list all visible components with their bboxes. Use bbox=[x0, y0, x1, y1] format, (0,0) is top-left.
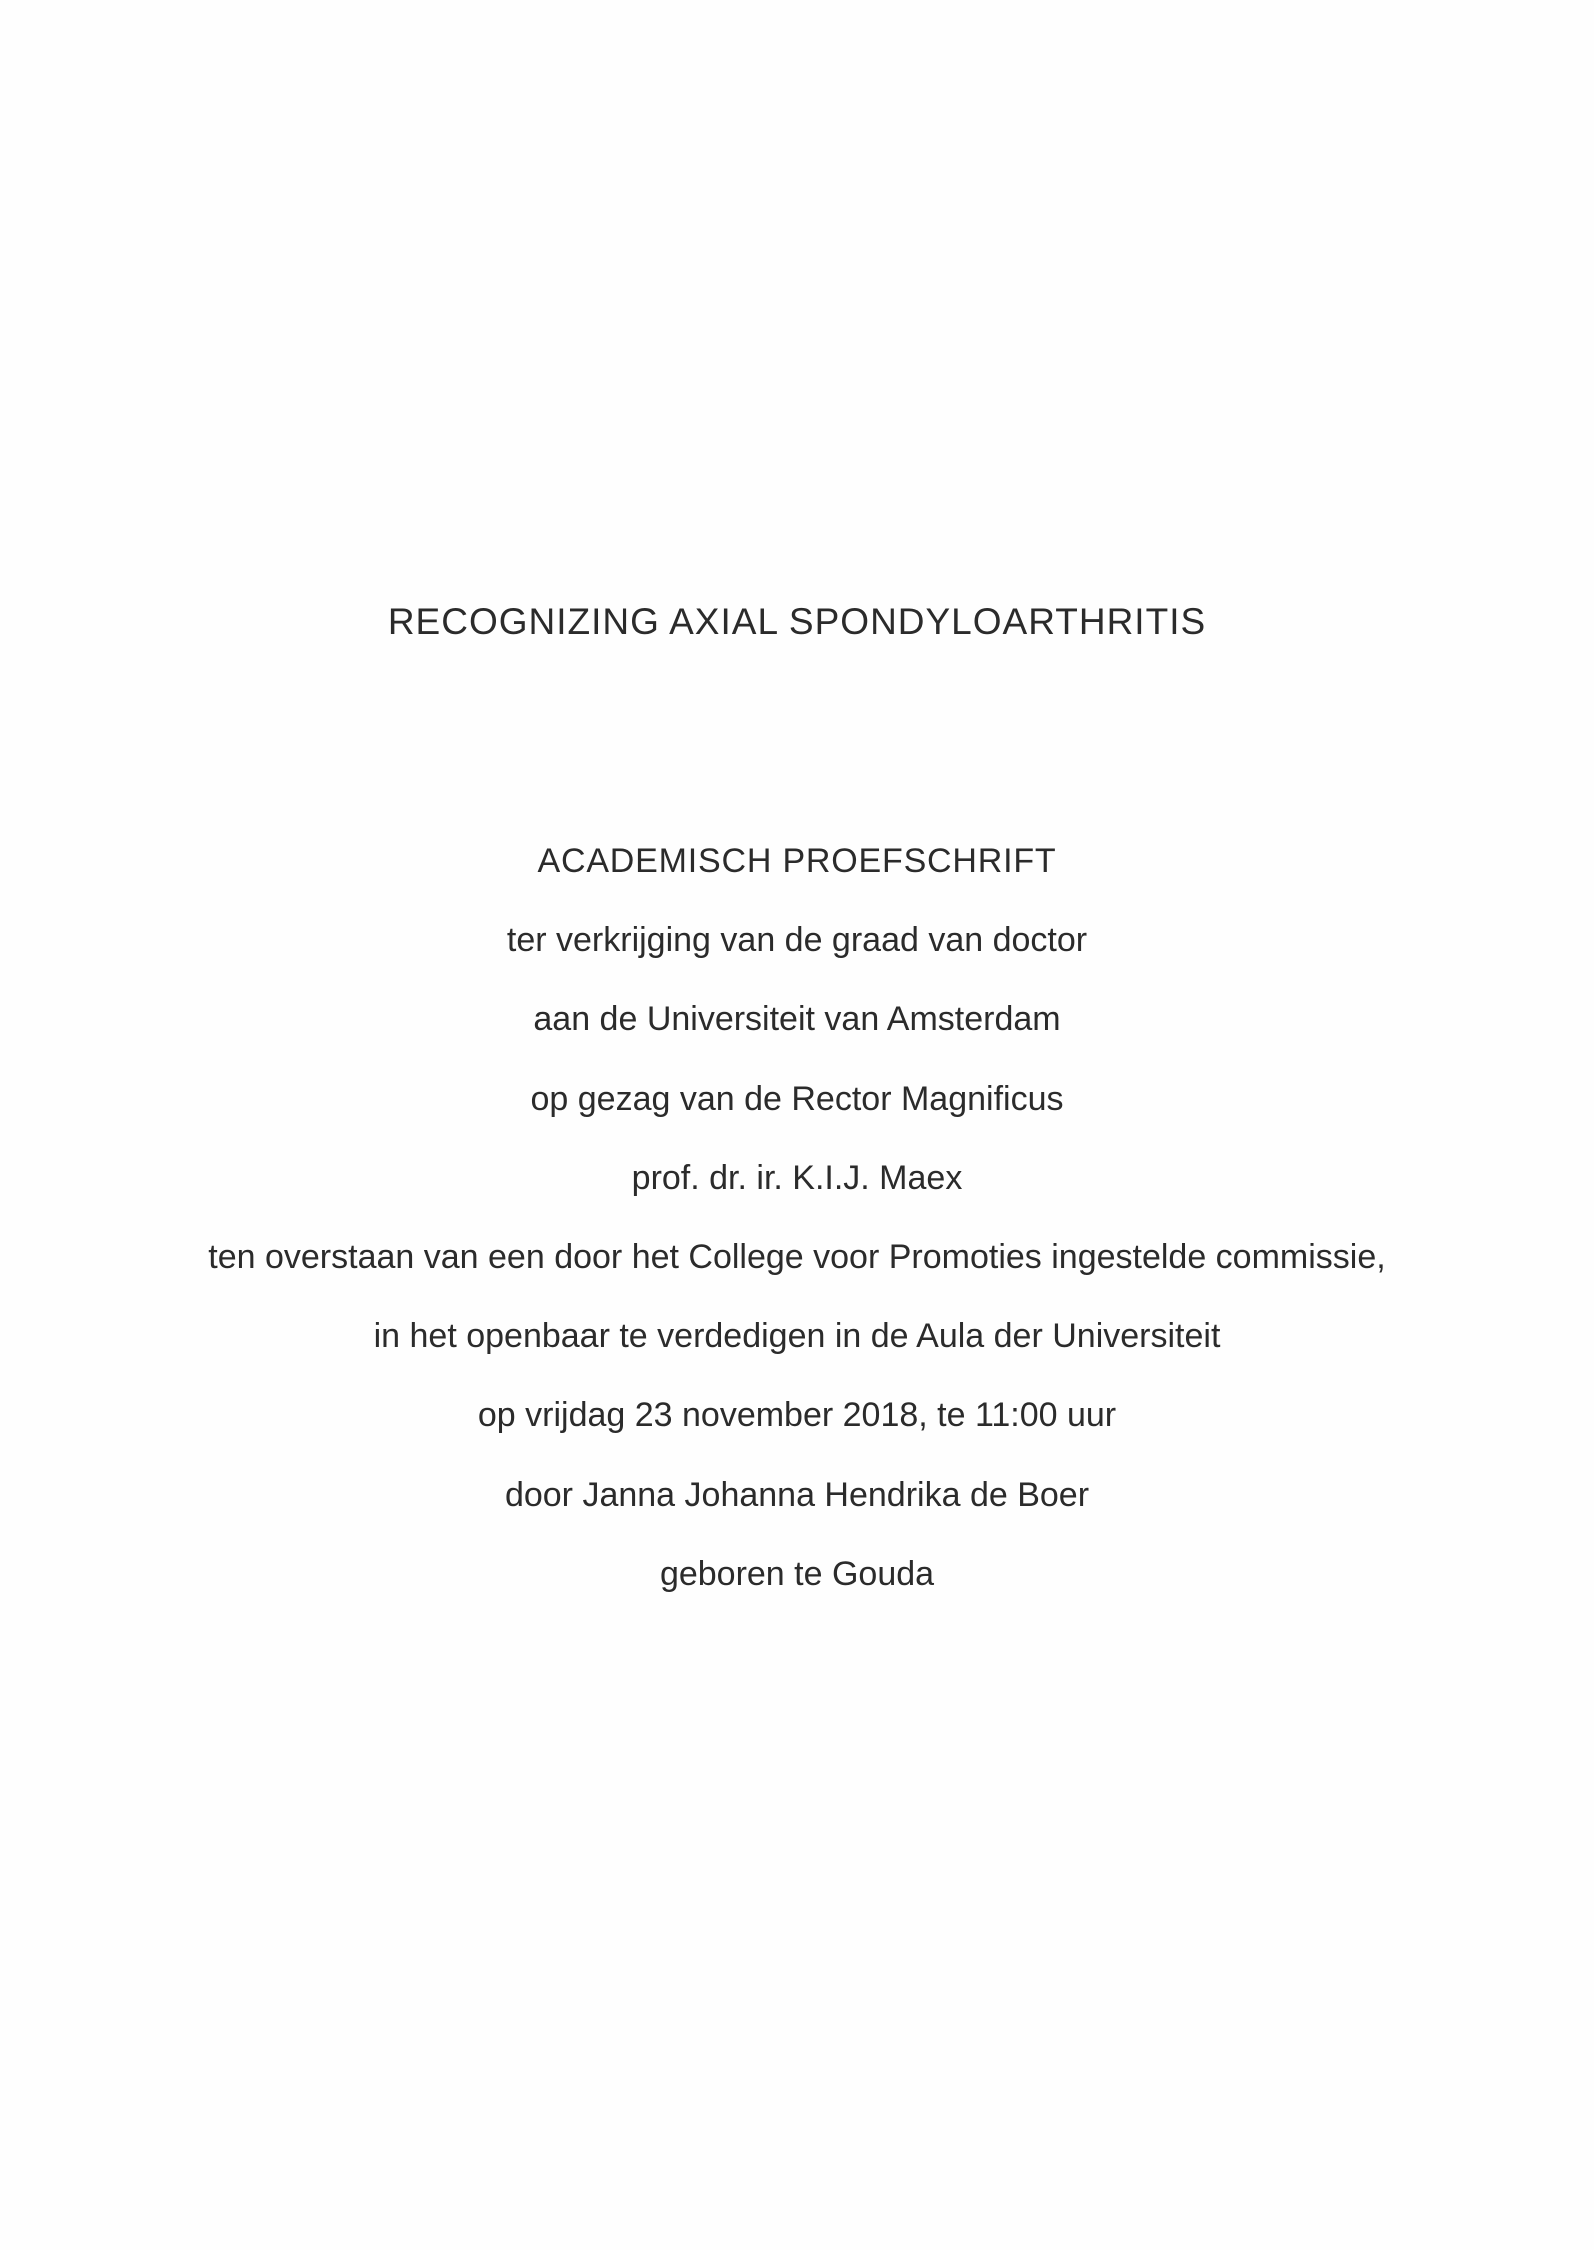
document-type-line: ACADEMISCH PROEFSCHRIFT bbox=[537, 842, 1057, 880]
thesis-title: RECOGNIZING AXIAL SPONDYLOARTHRITIS bbox=[387, 601, 1207, 642]
rector-name-line: prof. dr. ir. K.I.J. Maex bbox=[631, 1158, 963, 1197]
defense-date-line: op vrijdag 23 november 2018, te 11:00 uur bbox=[477, 1396, 1117, 1435]
committee-line: ten overstaan van een door het College voor Promoties ingestelde commissie, bbox=[208, 1237, 1386, 1276]
title-page-text bbox=[0, 836, 1594, 1628]
birthplace-line: geboren te Gouda bbox=[659, 1554, 935, 1593]
defense-location-line: in het openbaar te verdedigen in de Aula der Universiteit bbox=[373, 1317, 1221, 1356]
author-line: door Janna Johanna Hendrika de Boer bbox=[504, 1475, 1090, 1514]
authority-line: op gezag van de Rector Magnificus bbox=[530, 1079, 1064, 1118]
university-line: aan de Universiteit van Amsterdam bbox=[533, 1000, 1061, 1039]
degree-purpose-line: ter verkrijging van de graad van doctor bbox=[506, 921, 1088, 960]
